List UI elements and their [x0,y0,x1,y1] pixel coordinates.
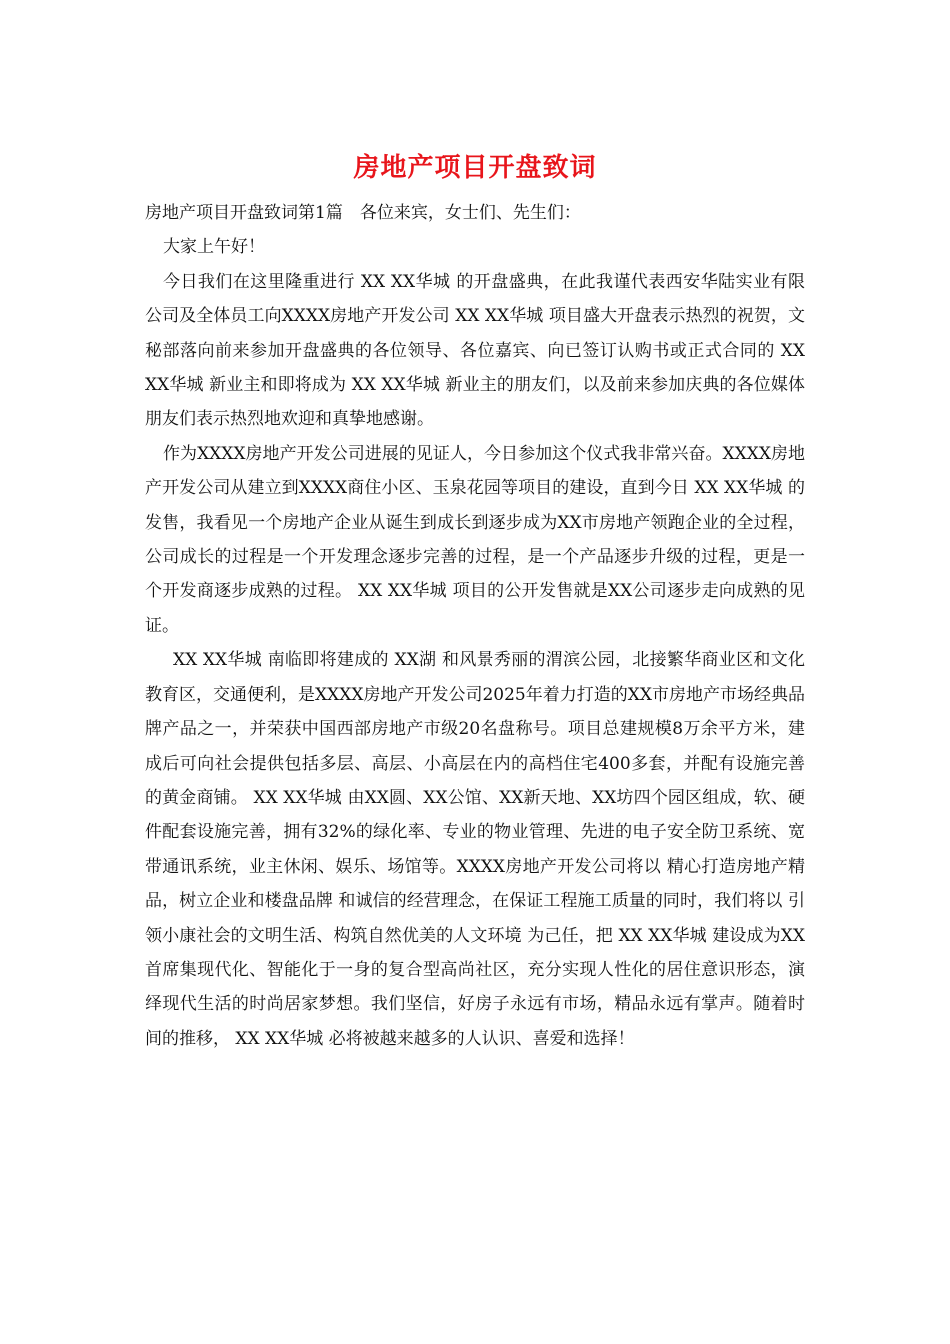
paragraph-ceremony: 今日我们在这里隆重进行 XX XX华城 的开盘盛典，在此我谨代表西安华陆实业有限公司及全体员工向XXXX房地产开发公司 XX XX华城 项目盛大开盘表示热烈的祝贺，文秘部落向前来参加开盘盛典的各位领导、各位嘉宾、向已签订认购书或正式合同的 XX XX华城 新业主和即将成为 XX XX华城 新业主的朋友们，以及前来参加庆典的各位媒体朋友们表示热烈地欢迎和真挚地感谢。 [145,271,805,430]
paragraph-opening: 房地产项目开盘致词第1篇 各位来宾，女士们、先生们： [145,203,581,223]
paragraph-witness: 作为XXXX房地产开发公司进展的见证人，今日参加这个仪式我非常兴奋。XXXX房地产开发公司从建立到XXXX商住小区、玉泉花园等项目的建设，直到今日 XX XX华城 的发售，我看见一个房地产企业从诞生到成长到逐步成为XX市房地产领跑企业的全过程，公司成长的过程是一个开发理念逐步完善的过程，是一个产品逐步升级的过程，更是一个开发商逐步成熟的过程。 XX XX华城 项目的公开发售就是XX公司逐步走向成熟的见证。 [145,443,805,636]
document-title: 房地产项目开盘致词 [353,153,597,183]
document-body [145,196,805,1056]
paragraph-project: XX XX华城 南临即将建成的 XX湖 和风景秀丽的渭滨公园，北接繁华商业区和文化教育区，交通便利，是XXXX房地产开发公司2025年着力打造的XX市房地产市场经典品牌产品之一，并荣获中国西部房地产市级20名盘称号。项目总建规模8万余平方米，建成后可向社会提供包括多层、高层、小高层在内的高档住宅400多套，并配有设施完善的黄金商铺。 XX XX华城 由XX圆、XX公馆、XX新天地、XX坊四个园区组成，软、硬件配套设施完善，拥有32%的绿化率、专业的物业管理、先进的电子安全防卫系统、宽带通讯系统，业主休闲、娱乐、场馆等。XXXX房地产开发公司将以 精心打造房地产精品，树立企业和楼盘品牌 和诚信的经营理念，在保证工程施工质量的同时，我们将以 引领小康社会的文明生活、构筑自然优美的人文环境 为己任，把 XX XX华城 建设成为XX首席集现代化、智能化于一身的复合型高尚社区，充分实现人性化的居住意识形态，演绎现代生活的时尚居家梦想。我们坚信，好房子永远有市场，精品永远有掌声。随着时间的推移， XX XX华城 必将被越来越多的人认识、喜爱和选择！ [145,650,805,1049]
paragraph-greeting: 大家上午好！ [163,237,265,258]
